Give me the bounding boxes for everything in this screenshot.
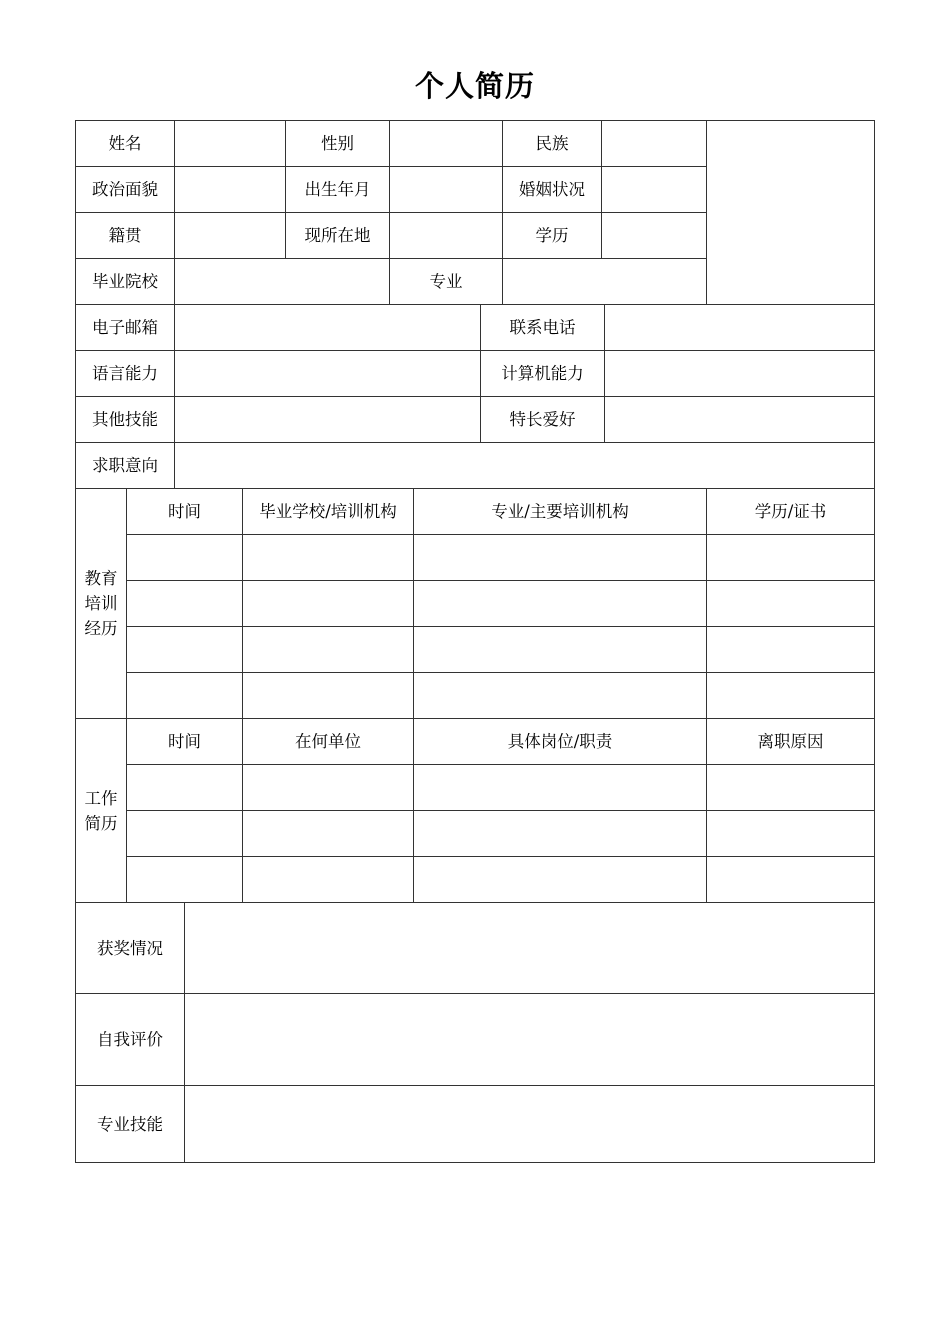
phone-label: 联系电话 — [480, 304, 605, 351]
major-field[interactable] — [502, 258, 707, 305]
education-cell[interactable] — [242, 626, 414, 673]
ethnicity-label: 民族 — [502, 120, 602, 167]
language_skills-field[interactable] — [174, 350, 481, 397]
photo-box[interactable] — [706, 120, 875, 305]
work-cell[interactable] — [706, 856, 875, 903]
work-header: 具体岗位/职责 — [413, 718, 707, 765]
other_skills-field[interactable] — [174, 396, 481, 443]
education-header: 专业/主要培训机构 — [413, 488, 707, 535]
work-header: 离职原因 — [706, 718, 875, 765]
hobbies-label: 特长爱好 — [480, 396, 605, 443]
political-status-label: 政治面貌 — [75, 166, 175, 213]
education-cell[interactable] — [413, 534, 707, 581]
email-label: 电子邮箱 — [75, 304, 175, 351]
education-cell[interactable] — [242, 672, 414, 719]
political_status-field[interactable] — [174, 166, 286, 213]
work-cell[interactable] — [706, 810, 875, 857]
current-location-label: 现所在地 — [285, 212, 390, 259]
education-cell[interactable] — [706, 580, 875, 627]
birth-date-label: 出生年月 — [285, 166, 390, 213]
work-cell[interactable] — [126, 856, 243, 903]
education-cell[interactable] — [706, 626, 875, 673]
work-header: 在何单位 — [242, 718, 414, 765]
education-cell[interactable] — [242, 580, 414, 627]
page-title: 个人简历 — [414, 69, 535, 103]
section-label-line: 工作 — [84, 788, 118, 808]
hometown-label: 籍贯 — [75, 212, 175, 259]
education-section-label — [75, 488, 127, 719]
computer-skills-label: 计算机能力 — [480, 350, 605, 397]
work-cell[interactable] — [413, 764, 707, 811]
section-label-line: 简历 — [84, 813, 118, 833]
education-cell[interactable] — [413, 626, 707, 673]
self-evaluation-label: 自我评价 — [75, 993, 185, 1086]
work-cell[interactable] — [242, 810, 414, 857]
work-cell[interactable] — [126, 810, 243, 857]
name-label: 姓名 — [75, 120, 175, 167]
education-cell[interactable] — [126, 580, 243, 627]
education-cell[interactable] — [706, 672, 875, 719]
work-cell[interactable] — [126, 764, 243, 811]
education-cell[interactable] — [413, 580, 707, 627]
education-cell[interactable] — [242, 534, 414, 581]
work-cell[interactable] — [413, 856, 707, 903]
work-cell[interactable] — [242, 764, 414, 811]
work-section-label — [75, 718, 127, 903]
graduated-school-label: 毕业院校 — [75, 258, 175, 305]
professional-skills-field[interactable] — [184, 1085, 875, 1163]
awards-field[interactable] — [184, 902, 875, 994]
awards-label: 获奖情况 — [75, 902, 185, 994]
gender-field[interactable] — [389, 120, 503, 167]
other-skills-label: 其他技能 — [75, 396, 175, 443]
education-cell[interactable] — [706, 534, 875, 581]
ethnicity-field[interactable] — [601, 120, 707, 167]
hometown-field[interactable] — [174, 212, 286, 259]
marital-status-label: 婚姻状况 — [502, 166, 602, 213]
education-cell[interactable] — [126, 626, 243, 673]
marital_status-field[interactable] — [601, 166, 707, 213]
work-cell[interactable] — [413, 810, 707, 857]
section-label-line: 培训 — [84, 594, 118, 613]
section-label-line: 经历 — [84, 619, 118, 638]
email-field[interactable] — [174, 304, 481, 351]
education-header: 时间 — [126, 488, 243, 535]
job-intention-field[interactable] — [174, 442, 875, 489]
degree-field[interactable] — [601, 212, 707, 259]
professional-skills-label: 专业技能 — [75, 1085, 185, 1163]
job-intention-label: 求职意向 — [75, 442, 175, 489]
language-skills-label: 语言能力 — [75, 350, 175, 397]
hobbies-field[interactable] — [604, 396, 875, 443]
birth_date-field[interactable] — [389, 166, 503, 213]
name-field[interactable] — [174, 120, 286, 167]
degree-label: 学历 — [502, 212, 602, 259]
current_location-field[interactable] — [389, 212, 503, 259]
section-label-line: 教育 — [84, 569, 118, 588]
graduated-school-field[interactable] — [174, 258, 390, 305]
education-cell[interactable] — [126, 672, 243, 719]
education-header: 学历/证书 — [706, 488, 875, 535]
education-cell[interactable] — [413, 672, 707, 719]
gender-label: 性别 — [285, 120, 390, 167]
work-cell[interactable] — [706, 764, 875, 811]
education-cell[interactable] — [126, 534, 243, 581]
phone-field[interactable] — [604, 304, 875, 351]
work-header: 时间 — [126, 718, 243, 765]
major-label: 专业 — [389, 258, 503, 305]
education-header: 毕业学校/培训机构 — [242, 488, 414, 535]
work-cell[interactable] — [242, 856, 414, 903]
computer_skills-field[interactable] — [604, 350, 875, 397]
self-evaluation-field[interactable] — [184, 993, 875, 1086]
